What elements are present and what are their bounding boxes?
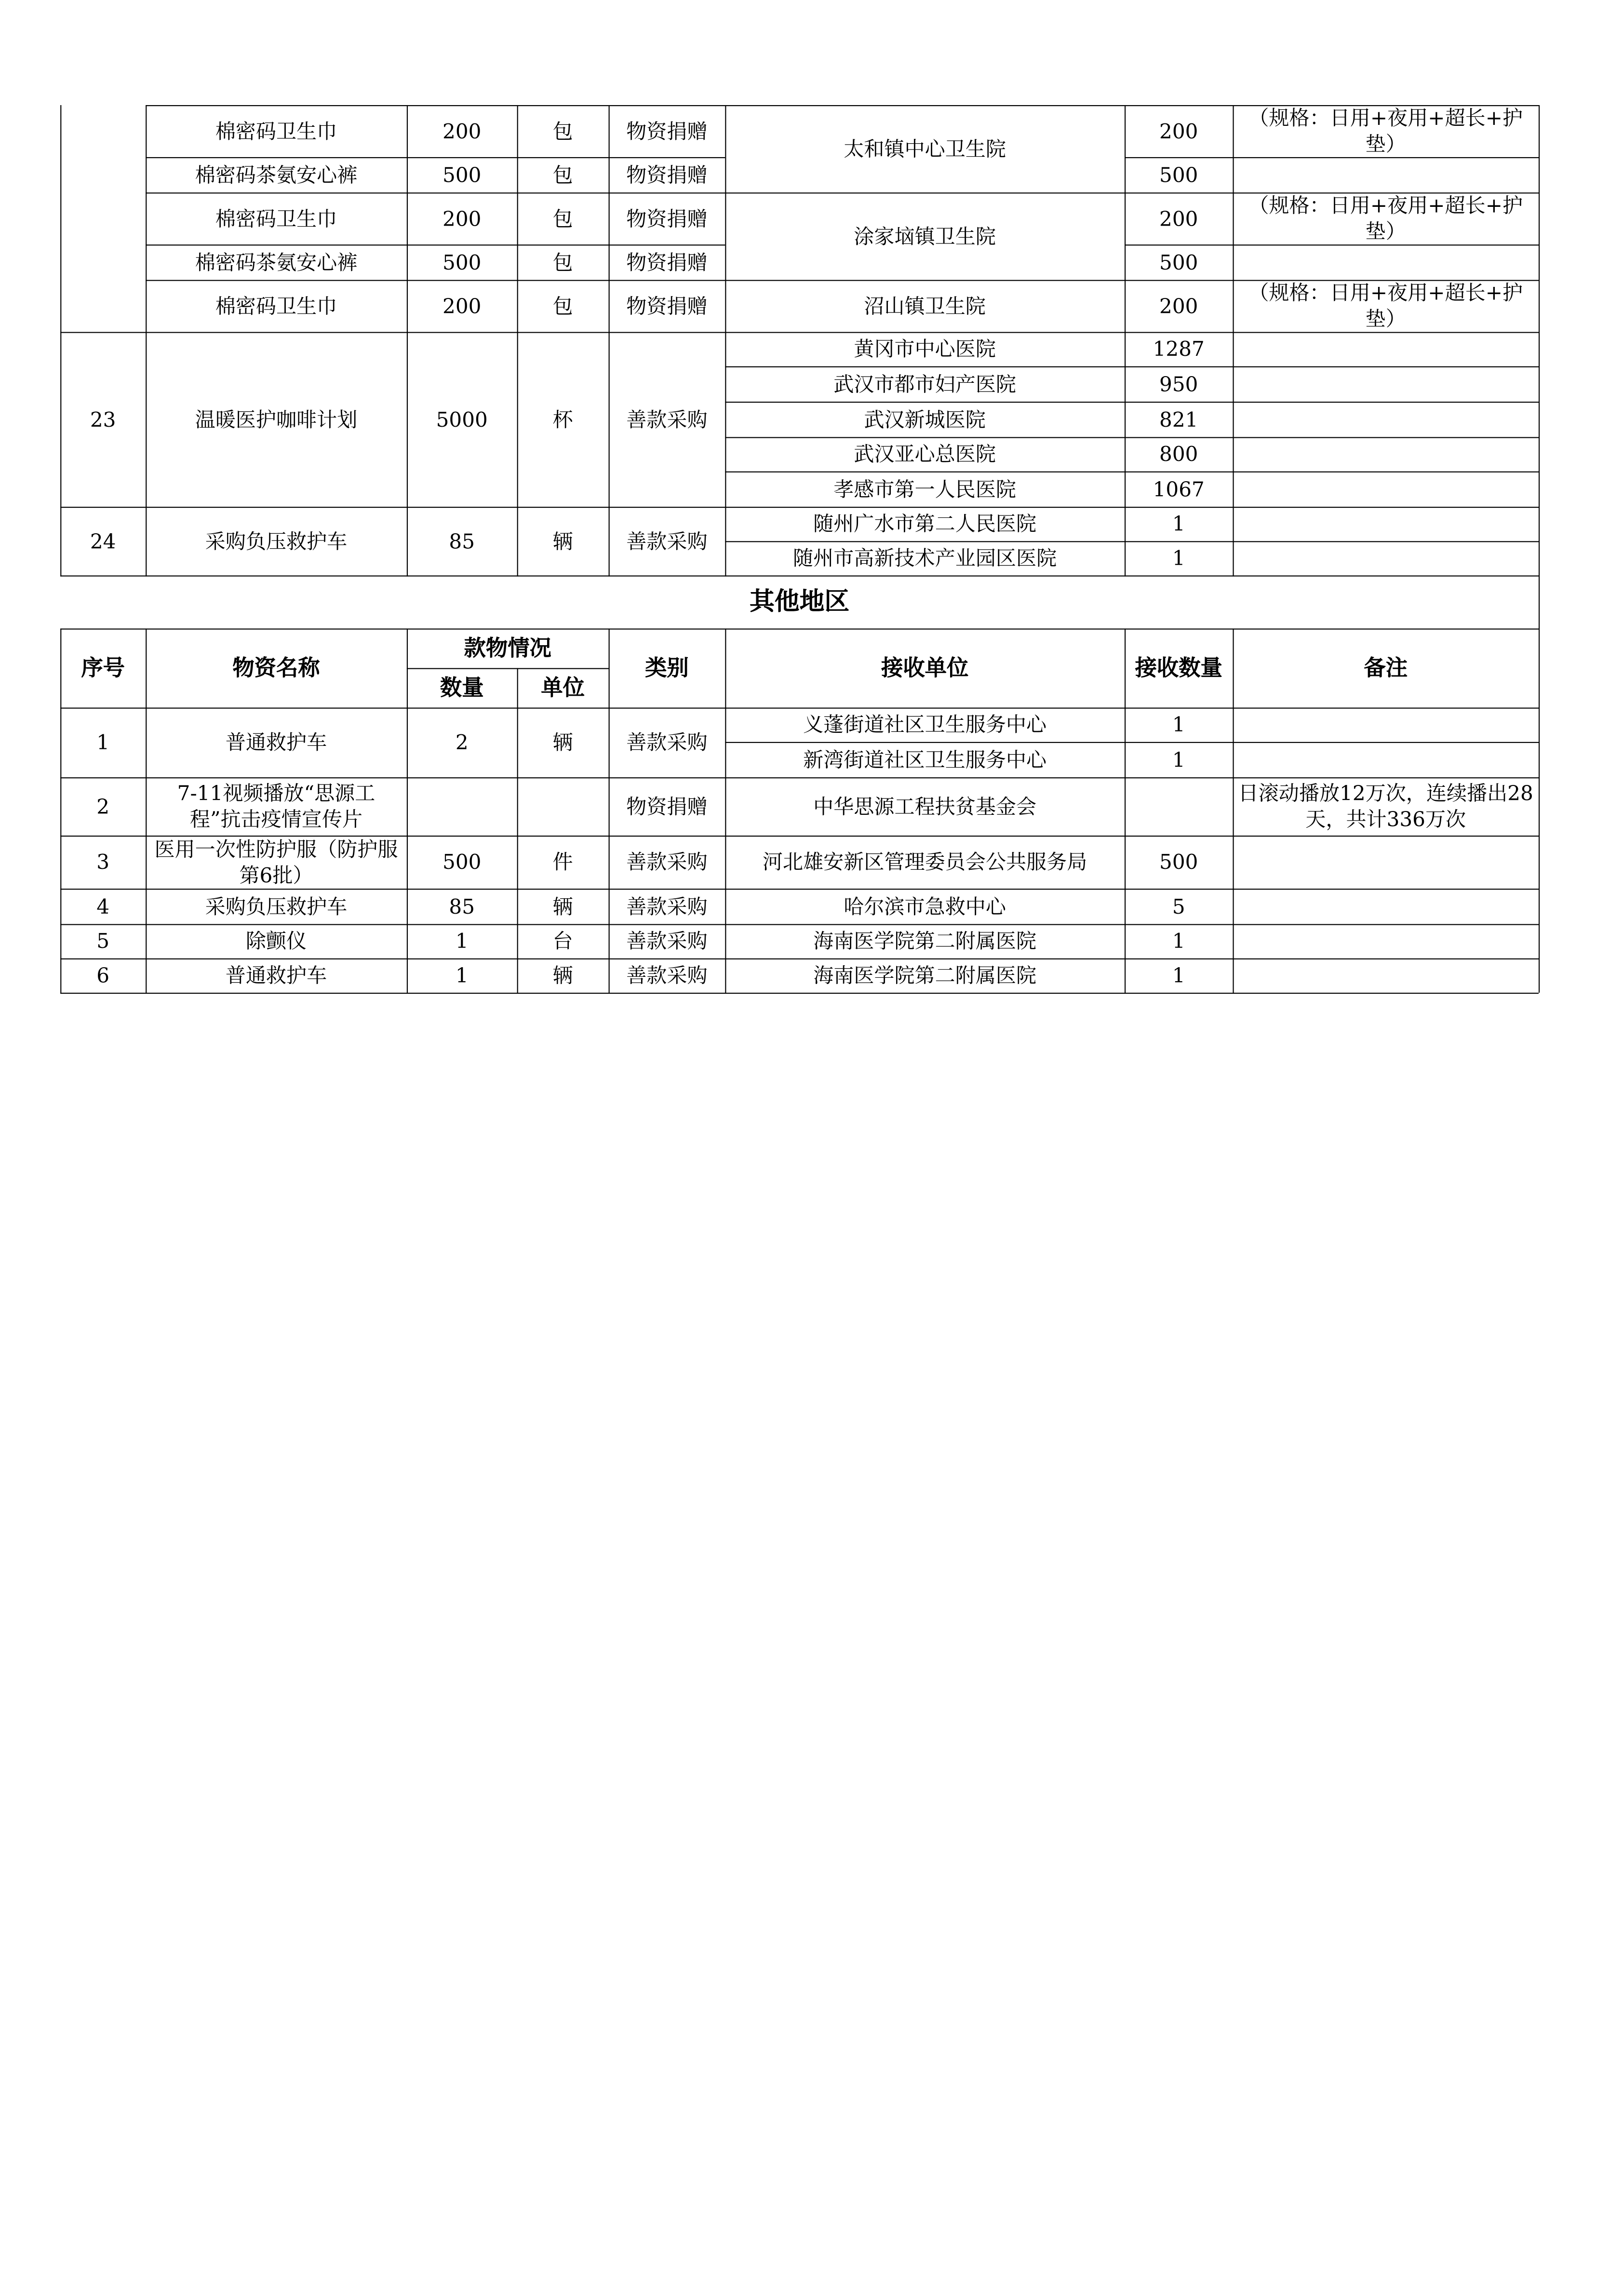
item-name-cell: 7-11视频播放“思源工程”抗击疫情宣传片	[177, 781, 376, 832]
receiver-cell: 涂家垴镇卫生院	[854, 224, 996, 248]
note-cell	[1233, 959, 1539, 993]
receiver-cell: 海南医学院第二附属医院	[813, 929, 1037, 953]
item-unit-cell: 台	[552, 929, 573, 953]
recv-qty-cell: 5	[1172, 894, 1185, 918]
note-cell	[1233, 836, 1539, 889]
note-cell	[1233, 924, 1539, 958]
item-qty-cell: 85	[449, 894, 475, 918]
receiver-cell: 哈尔滨市急救中心	[844, 894, 1006, 918]
item-category-cell: 物资捐赠	[626, 794, 708, 819]
receiver-cell: 太和镇中心卫生院	[844, 136, 1006, 161]
item-qty-cell	[407, 777, 517, 836]
note-cell	[1233, 157, 1539, 192]
recv-qty-cell: 1	[1172, 546, 1185, 570]
item-unit-cell: 辆	[552, 529, 573, 554]
item-unit-cell: 件	[552, 850, 573, 874]
header-qty: 数量	[440, 675, 484, 700]
item-name-cell: 采购负压救护车	[205, 529, 348, 554]
item-seq-cell: 23	[90, 407, 116, 432]
receiver-cell: 中华思源工程扶贫基金会	[813, 794, 1037, 819]
item-qty-cell: 200	[443, 206, 482, 231]
item-unit-cell: 辆	[552, 730, 573, 755]
item-qty-cell: 1	[455, 963, 469, 988]
recv-qty-cell: 200	[1159, 294, 1198, 318]
item-unit-cell: 辆	[552, 963, 573, 988]
item-seq-cell: 3	[96, 850, 110, 874]
item-qty-cell: 85	[449, 529, 475, 554]
recv-qty-cell: 1	[1172, 929, 1185, 953]
item-name-cell: 普通救护车	[225, 963, 327, 988]
receiver-cell: 新湾街道社区卫生服务中心	[803, 747, 1047, 772]
recv-qty-cell: 821	[1159, 407, 1198, 432]
header-category: 类别	[645, 655, 689, 680]
header-funds: 款物情况	[464, 635, 551, 661]
item-name-cell: 棉密码卫生巾	[215, 294, 337, 318]
item-category-cell: 善款采购	[626, 894, 708, 918]
header-receiver: 接收单位	[881, 655, 969, 680]
receiver-cell: 海南医学院第二附属医院	[813, 963, 1037, 988]
item-seq-cell: 4	[96, 894, 110, 918]
receiver-cell: 义蓬街道社区卫生服务中心	[803, 713, 1047, 737]
recv-qty-cell: 1	[1172, 747, 1185, 772]
recv-qty-cell: 200	[1159, 206, 1198, 231]
item-category-cell: 善款采购	[626, 529, 708, 554]
item-name-cell: 棉密码卫生巾	[215, 206, 337, 231]
item-qty-cell: 200	[443, 294, 482, 318]
note-cell	[1233, 889, 1539, 924]
receiver-cell: 孝感市第一人民医院	[833, 477, 1017, 501]
item-name-cell: 医用一次性防护服（防护服第6批）	[154, 837, 398, 887]
item-category-cell: 善款采购	[626, 850, 708, 874]
item-unit-cell: 辆	[552, 894, 573, 918]
receiver-cell: 沼山镇卫生院	[864, 294, 986, 318]
item-qty-cell: 1	[455, 929, 469, 953]
receiver-cell: 武汉新城医院	[864, 407, 986, 432]
item-name-cell: 棉密码茶氨安心裤	[195, 162, 358, 187]
header-recv-qty: 接收数量	[1135, 655, 1222, 680]
recv-qty-cell: 1067	[1153, 477, 1205, 501]
grid-line	[60, 993, 1539, 994]
recv-qty-cell: 1	[1172, 963, 1185, 988]
item-name-cell: 温暖医护咖啡计划	[195, 407, 358, 432]
item-name-cell: 普通救护车	[225, 730, 327, 755]
recv-qty-cell: 1287	[1153, 337, 1205, 361]
item-seq-cell: 5	[96, 929, 110, 953]
recv-qty-cell: 950	[1159, 372, 1198, 396]
recv-qty-cell: 1	[1172, 713, 1185, 737]
item-name-cell: 棉密码卫生巾	[215, 119, 337, 143]
item-category-cell: 物资捐赠	[626, 119, 708, 143]
receiver-cell: 黄冈市中心医院	[854, 337, 996, 361]
recv-qty-cell: 500	[1159, 250, 1198, 274]
item-qty-cell: 500	[443, 250, 482, 274]
item-name-cell: 棉密码茶氨安心裤	[195, 250, 358, 274]
item-qty-cell: 500	[443, 850, 482, 874]
recv-qty-cell: 1	[1172, 512, 1185, 536]
note-cell: （规格：日用+夜用+超长+护垫）	[1248, 106, 1523, 156]
header-note: 备注	[1364, 655, 1408, 680]
note-cell: 日滚动播放12万次，连续播出28天，共计336万次	[1238, 781, 1533, 832]
receiver-cell: 武汉市都市妇产医院	[833, 372, 1017, 396]
item-qty-cell: 500	[443, 162, 482, 187]
item-unit-cell: 杯	[552, 407, 573, 432]
item-seq-cell: 24	[90, 529, 116, 554]
receiver-cell: 随州广水市第二人民医院	[813, 512, 1037, 536]
item-unit-cell	[517, 777, 609, 836]
receiver-cell: 随州市高新技术产业园区医院	[793, 546, 1057, 570]
header-seq: 序号	[81, 655, 125, 680]
note-cell: （规格：日用+夜用+超长+护垫）	[1248, 193, 1523, 244]
item-seq-cell: 6	[96, 963, 110, 988]
item-name-cell: 采购负压救护车	[205, 894, 348, 918]
note-cell	[1233, 244, 1539, 280]
item-category-cell: 善款采购	[626, 963, 708, 988]
receiver-cell: 武汉亚心总医院	[854, 442, 996, 466]
recv-qty-cell: 500	[1159, 850, 1198, 874]
item-category-cell: 物资捐赠	[626, 206, 708, 231]
item-category-cell: 善款采购	[626, 929, 708, 953]
item-category-cell: 善款采购	[626, 407, 708, 432]
item-unit-cell: 包	[552, 294, 573, 318]
item-seq-cell: 1	[96, 730, 110, 755]
item-category-cell: 物资捐赠	[626, 162, 708, 187]
header-unit: 单位	[541, 675, 585, 700]
item-qty-cell: 200	[443, 119, 482, 143]
item-seq-cell: 2	[96, 794, 110, 819]
recv-qty-cell: 500	[1159, 162, 1198, 187]
item-unit-cell: 包	[552, 119, 573, 143]
recv-qty-cell: 200	[1159, 119, 1198, 143]
item-name-cell: 除颤仪	[245, 929, 307, 953]
note-cell: （规格：日用+夜用+超长+护垫）	[1248, 281, 1523, 331]
item-category-cell: 物资捐赠	[626, 250, 708, 274]
item-qty-cell: 2	[455, 730, 469, 755]
receiver-cell: 河北雄安新区管理委员会公共服务局	[762, 850, 1087, 874]
recv-qty-cell: 800	[1159, 442, 1198, 466]
item-category-cell: 善款采购	[626, 730, 708, 755]
section-title: 其他地区	[749, 587, 850, 616]
recv-qty-cell	[1125, 777, 1233, 836]
item-category-cell: 物资捐赠	[626, 294, 708, 318]
item-qty-cell: 5000	[436, 407, 488, 432]
item-unit-cell: 包	[552, 162, 573, 187]
item-unit-cell: 包	[552, 250, 573, 274]
header-name: 物资名称	[232, 655, 320, 680]
item-unit-cell: 包	[552, 206, 573, 231]
grid-line	[1539, 105, 1540, 993]
